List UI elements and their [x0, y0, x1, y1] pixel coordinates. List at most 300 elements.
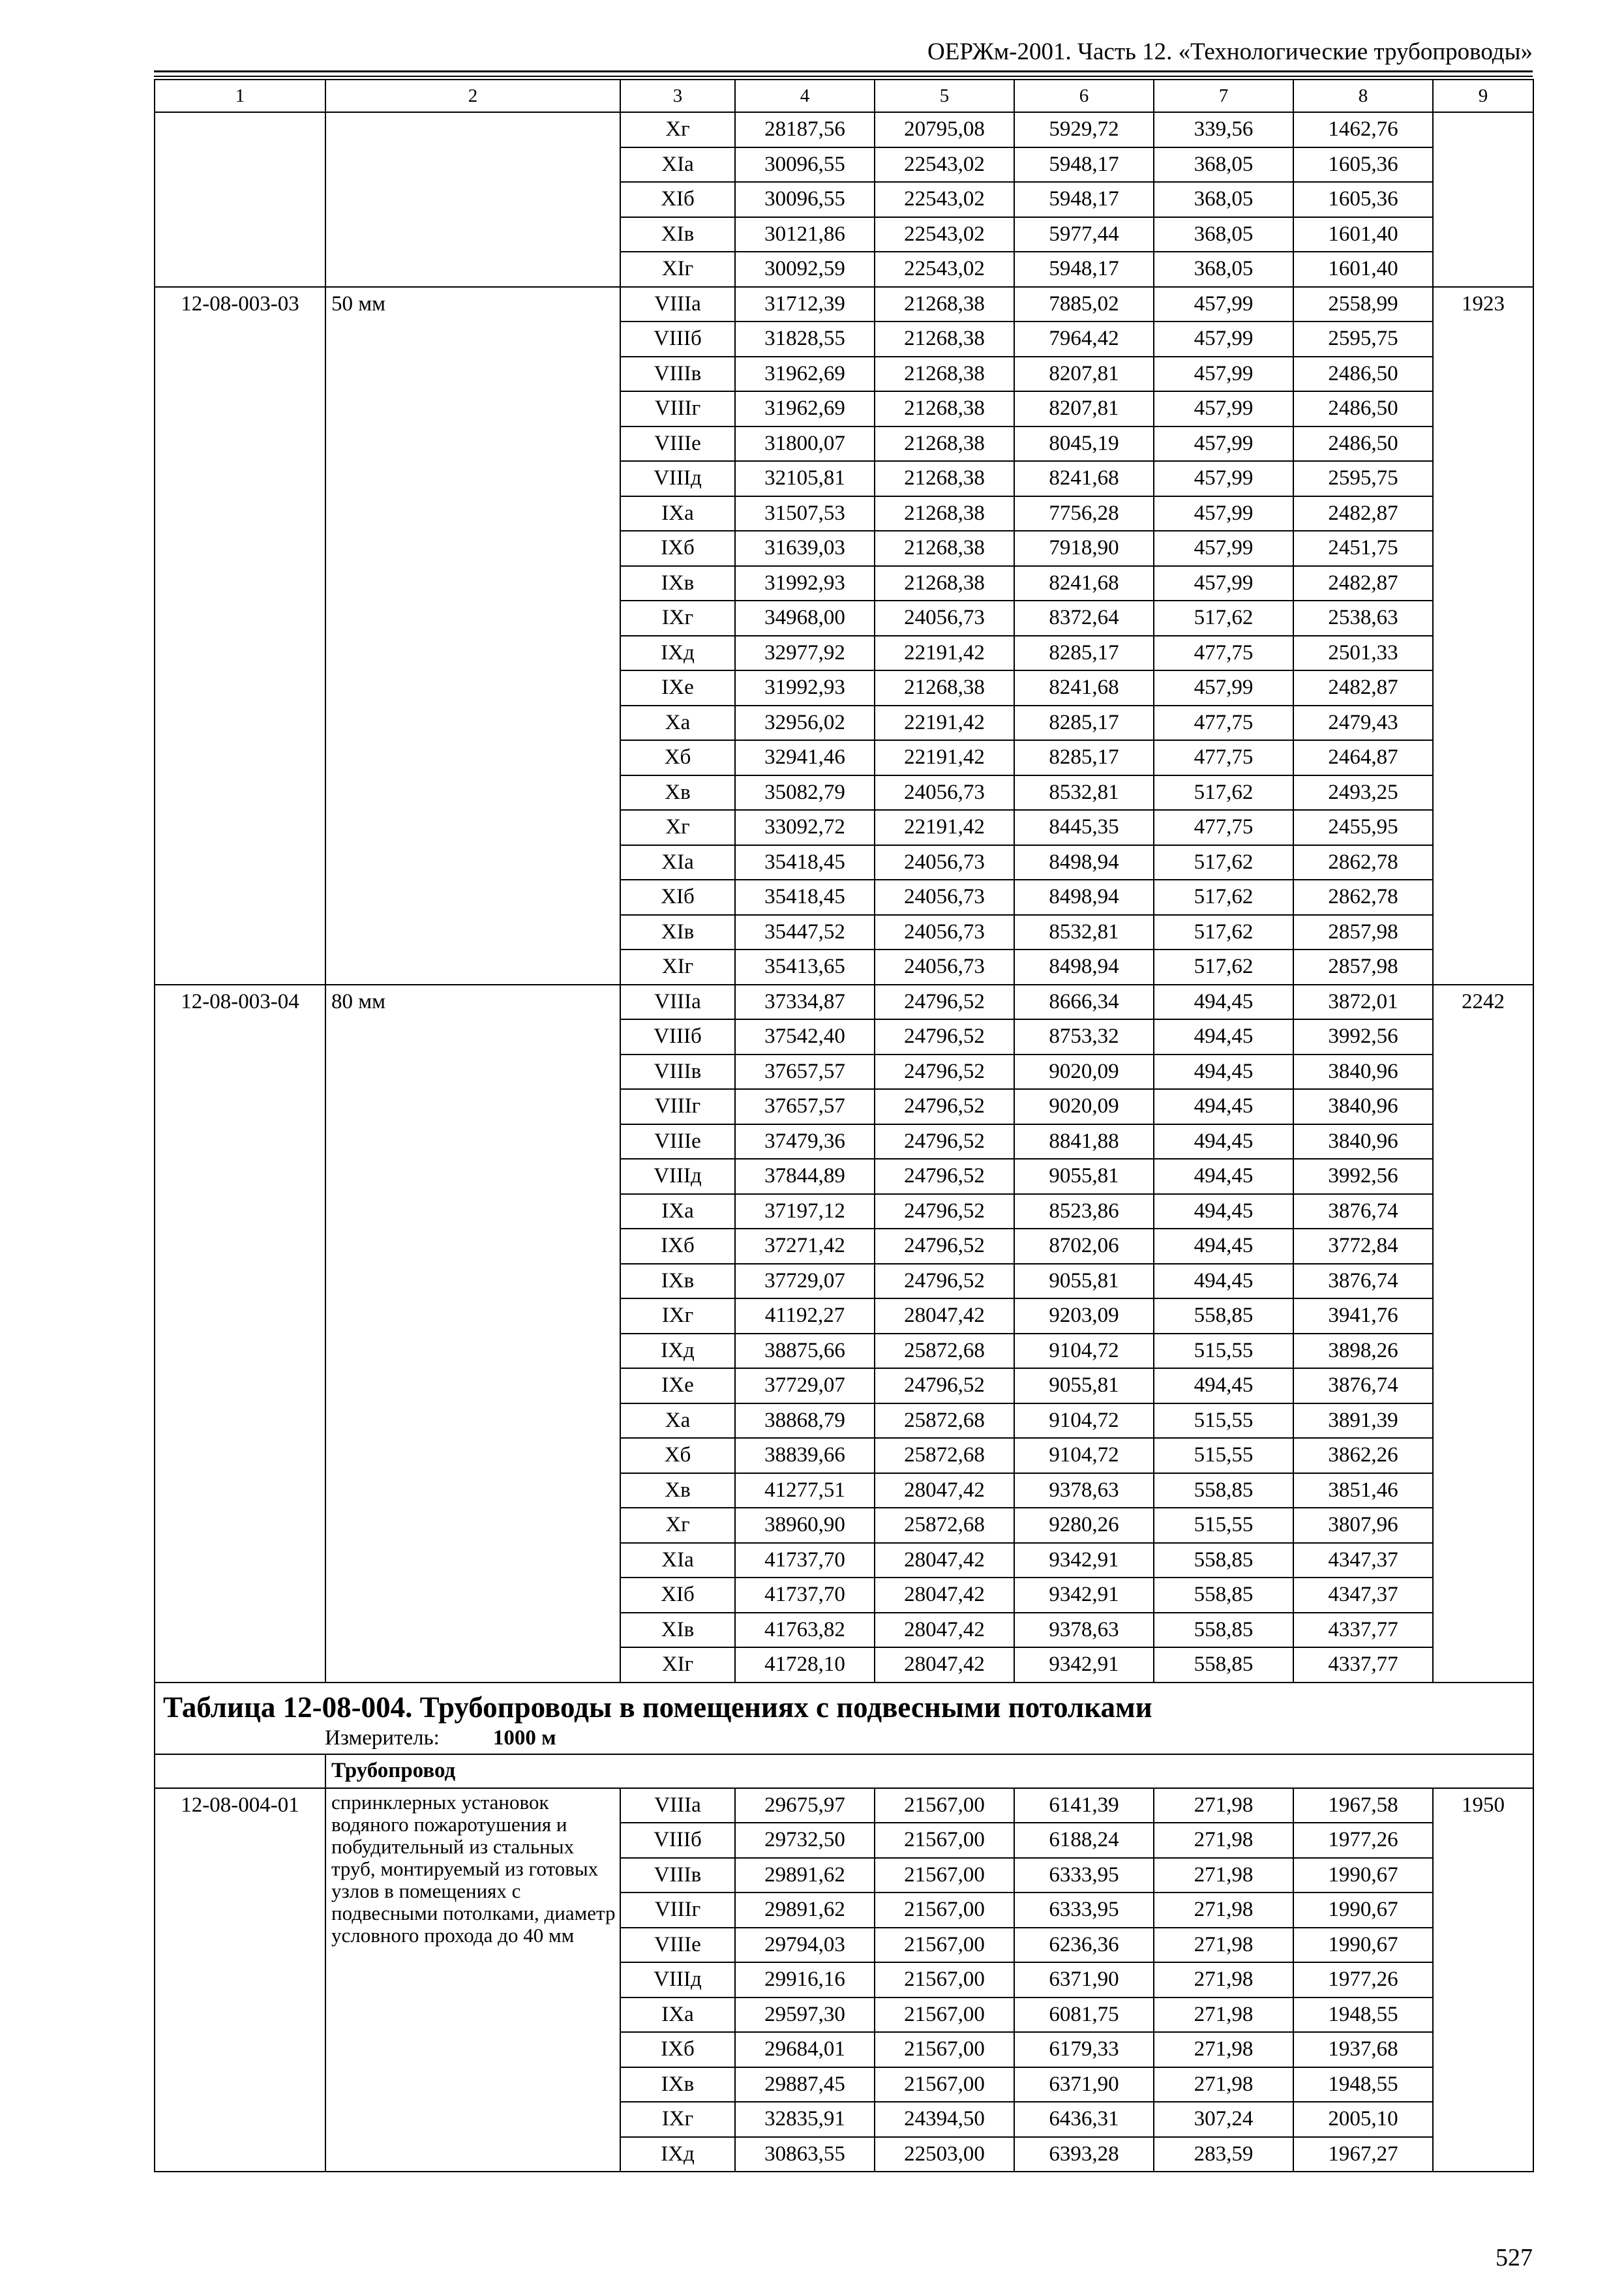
section-row: [155, 1754, 1533, 1788]
table-cell: VIIIв: [620, 1858, 735, 1893]
table-cell: 517,62: [1154, 880, 1293, 915]
table-cell: 21268,38: [875, 357, 1014, 392]
table-cell: 30096,55: [735, 182, 875, 217]
table-cell: IXг: [620, 2102, 735, 2137]
table-cell: XIб: [620, 1578, 735, 1613]
table-cell: 271,98: [1154, 1962, 1293, 1997]
table-cell: 41763,82: [735, 1613, 875, 1648]
table-cell: Xв: [620, 1473, 735, 1508]
table-cell: 1605,36: [1293, 147, 1433, 183]
table-cell: 21567,00: [875, 1893, 1014, 1928]
table-cell: 457,99: [1154, 391, 1293, 426]
column-number-cell: 6: [1014, 80, 1154, 112]
table-cell: 30863,55: [735, 2137, 875, 2172]
table-cell: 37542,40: [735, 1019, 875, 1055]
table-cell: 31712,39: [735, 287, 875, 322]
table-cell: 2482,87: [1293, 566, 1433, 601]
table-cell: VIIIд: [620, 1159, 735, 1194]
table-cell: 3772,84: [1293, 1229, 1433, 1264]
table-cell: 457,99: [1154, 322, 1293, 357]
table-cell: XIв: [620, 1613, 735, 1648]
table-cell: 22543,02: [875, 182, 1014, 217]
table-cell: 22191,42: [875, 740, 1014, 775]
table-cell: 558,85: [1154, 1473, 1293, 1508]
table-cell: 494,45: [1154, 1229, 1293, 1264]
table-cell: 24796,52: [875, 1194, 1014, 1229]
table-cell: 494,45: [1154, 985, 1293, 1020]
table-cell: Xб: [620, 1438, 735, 1473]
table-cell: 457,99: [1154, 566, 1293, 601]
table-cell: 35447,52: [735, 915, 875, 950]
table-cell: Xг: [620, 810, 735, 845]
table-cell: 271,98: [1154, 2032, 1293, 2067]
table-cell: VIIIа: [620, 1788, 735, 1823]
table-cell: 5977,44: [1014, 217, 1154, 252]
table-cell: 28047,42: [875, 1298, 1014, 1334]
table-cell: 1977,26: [1293, 1823, 1433, 1858]
table-cell: 35418,45: [735, 845, 875, 880]
rate-name: 80 мм: [325, 985, 620, 1683]
table-cell: 2862,78: [1293, 880, 1433, 915]
table-cell: 37657,57: [735, 1055, 875, 1090]
table-caption: [155, 1683, 1533, 1754]
column-number-row: [155, 80, 1533, 112]
rate-col9: 1950: [1433, 1788, 1533, 2172]
table-cell: 9055,81: [1014, 1368, 1154, 1403]
table-cell: 21268,38: [875, 566, 1014, 601]
table-cell: 271,98: [1154, 1893, 1293, 1928]
table-cell: 9104,72: [1014, 1334, 1154, 1369]
table-cell: 283,59: [1154, 2137, 1293, 2172]
table-cell: 21268,38: [875, 426, 1014, 462]
table-cell: 1948,55: [1293, 1997, 1433, 2033]
table-cell: 29597,30: [735, 1997, 875, 2033]
rate-name: [325, 1788, 620, 2172]
table-cell: 22191,42: [875, 636, 1014, 671]
table-cell: 8532,81: [1014, 915, 1154, 950]
table-cell: 368,05: [1154, 217, 1293, 252]
table-cell: 37334,87: [735, 985, 875, 1020]
table-cell: 31639,03: [735, 531, 875, 566]
table-cell: 28047,42: [875, 1613, 1014, 1648]
table-cell: 1967,58: [1293, 1788, 1433, 1823]
table-cell: 31962,69: [735, 391, 875, 426]
table-cell: 2595,75: [1293, 461, 1433, 496]
table-cell: 32941,46: [735, 740, 875, 775]
table-cell: 457,99: [1154, 670, 1293, 706]
table-cell: 37197,12: [735, 1194, 875, 1229]
table-cell: 21268,38: [875, 287, 1014, 322]
measure-line: [163, 1725, 1529, 1751]
table-cell: 9055,81: [1014, 1264, 1154, 1299]
table-cell: 41277,51: [735, 1473, 875, 1508]
table-row: [155, 112, 1533, 147]
table-cell: 8241,68: [1014, 461, 1154, 496]
table-cell: 517,62: [1154, 775, 1293, 811]
table-cell: XIг: [620, 1647, 735, 1683]
table-cell: 3992,56: [1293, 1159, 1433, 1194]
table-cell: VIIIб: [620, 1823, 735, 1858]
table-cell: 34968,00: [735, 601, 875, 636]
table-cell: 8241,68: [1014, 566, 1154, 601]
table-cell: 2857,98: [1293, 950, 1433, 985]
table-cell: IXв: [620, 1264, 735, 1299]
table-cell: IXв: [620, 2067, 735, 2102]
table-cell: VIIIб: [620, 1019, 735, 1055]
page-header-title: ОЕРЖм-2001. Часть 12. «Технологические трубопроводы»: [927, 38, 1533, 65]
table-cell: 271,98: [1154, 2067, 1293, 2102]
table-cell: 558,85: [1154, 1647, 1293, 1683]
table-cell: 3840,96: [1293, 1055, 1433, 1090]
column-number-cell: 7: [1154, 80, 1293, 112]
table-cell: 558,85: [1154, 1543, 1293, 1578]
table-cell: 37844,89: [735, 1159, 875, 1194]
table-cell: 24796,52: [875, 1055, 1014, 1090]
table-cell: 6333,95: [1014, 1858, 1154, 1893]
rates-table: [154, 79, 1534, 2172]
table-cell: 2451,75: [1293, 531, 1433, 566]
header-rule-thin: [154, 76, 1533, 77]
table-cell: 3851,46: [1293, 1473, 1433, 1508]
table-cell: 6141,39: [1014, 1788, 1154, 1823]
table-cell: 24796,52: [875, 1019, 1014, 1055]
table-cell: 1990,67: [1293, 1858, 1433, 1893]
table-cell: 21567,00: [875, 1788, 1014, 1823]
measure-value: 1000 м: [492, 1726, 556, 1750]
table-cell: 515,55: [1154, 1438, 1293, 1473]
table-cell: 9342,91: [1014, 1578, 1154, 1613]
rate-code: 12-08-003-04: [155, 985, 325, 1683]
table-cell: 9280,26: [1014, 1508, 1154, 1543]
column-number-cell: 4: [735, 80, 875, 112]
table-cell: 517,62: [1154, 845, 1293, 880]
table-cell: 494,45: [1154, 1159, 1293, 1194]
table-cell: VIIIв: [620, 357, 735, 392]
table-cell: 3876,74: [1293, 1368, 1433, 1403]
table-cell: 494,45: [1154, 1264, 1293, 1299]
page-number: 527: [1496, 2244, 1533, 2271]
table-cell: 477,75: [1154, 636, 1293, 671]
table-cell: 21268,38: [875, 322, 1014, 357]
table-cell: 28047,42: [875, 1578, 1014, 1613]
table-cell: 29887,45: [735, 2067, 875, 2102]
table-cell: 6371,90: [1014, 2067, 1154, 2102]
table-cell: 9378,63: [1014, 1613, 1154, 1648]
table-cell: 6436,31: [1014, 2102, 1154, 2137]
table-cell: 5948,17: [1014, 147, 1154, 183]
column-number-cell: 5: [875, 80, 1014, 112]
table-cell: 25872,68: [875, 1508, 1014, 1543]
table-cell: 3992,56: [1293, 1019, 1433, 1055]
table-cell: 1990,67: [1293, 1893, 1433, 1928]
table-cell: 31507,53: [735, 496, 875, 531]
column-number-cell: 9: [1433, 80, 1533, 112]
table-cell: 6333,95: [1014, 1893, 1154, 1928]
table-cell: 6188,24: [1014, 1823, 1154, 1858]
table-cell: 8498,94: [1014, 950, 1154, 985]
table-cell: 31992,93: [735, 670, 875, 706]
table-cell: 29794,03: [735, 1928, 875, 1963]
table-cell: 20795,08: [875, 112, 1014, 147]
table-cell: 494,45: [1154, 1089, 1293, 1124]
table-cell: VIIIг: [620, 1089, 735, 1124]
table-cell: VIIIб: [620, 322, 735, 357]
table-cell: 31992,93: [735, 566, 875, 601]
table-cell: 28047,42: [875, 1473, 1014, 1508]
table-cell: 38875,66: [735, 1334, 875, 1369]
table-cell: 8753,32: [1014, 1019, 1154, 1055]
table-cell: 22543,02: [875, 252, 1014, 287]
table-cell: 339,56: [1154, 112, 1293, 147]
table-cell: 2464,87: [1293, 740, 1433, 775]
table-cell: VIIIе: [620, 1928, 735, 1963]
section-label-cell: [325, 1754, 1533, 1788]
table-cell: IXб: [620, 2032, 735, 2067]
table-cell: 5948,17: [1014, 182, 1154, 217]
table-cell: 1937,68: [1293, 2032, 1433, 2067]
table-cell: 22543,02: [875, 217, 1014, 252]
measure-label: Измеритель:: [325, 1726, 440, 1750]
table-cell: 271,98: [1154, 1997, 1293, 2033]
table-cell: IXг: [620, 601, 735, 636]
table-cell: 1967,27: [1293, 2137, 1433, 2172]
table-cell: 6179,33: [1014, 2032, 1154, 2067]
section-label: Трубопровод: [331, 1758, 456, 1782]
table-cell: 1948,55: [1293, 2067, 1433, 2102]
column-number-cell: 2: [325, 80, 620, 112]
table-cell: XIв: [620, 915, 735, 950]
table-cell: 41737,70: [735, 1543, 875, 1578]
code-cell: [155, 112, 325, 287]
table-cell: IXа: [620, 496, 735, 531]
table-cell: 2595,75: [1293, 322, 1433, 357]
table-cell: 8841,88: [1014, 1124, 1154, 1159]
table-cell: VIIIе: [620, 426, 735, 462]
table-cell: 1462,76: [1293, 112, 1433, 147]
table-cell: 1605,36: [1293, 182, 1433, 217]
table-cell: 2486,50: [1293, 426, 1433, 462]
table-cell: 494,45: [1154, 1368, 1293, 1403]
rate-code: 12-08-004-01: [155, 1788, 325, 2172]
table-cell: VIIIд: [620, 461, 735, 496]
table-cell: 21567,00: [875, 2067, 1014, 2102]
table-cell: 7885,02: [1014, 287, 1154, 322]
table-cell: 8241,68: [1014, 670, 1154, 706]
table-cell: 22503,00: [875, 2137, 1014, 2172]
table-cell: IXб: [620, 1229, 735, 1264]
table-cell: 21268,38: [875, 496, 1014, 531]
table-cell: 2857,98: [1293, 915, 1433, 950]
table-cell: 8207,81: [1014, 391, 1154, 426]
rate-col9: 1923: [1433, 287, 1533, 985]
table-cell: 29891,62: [735, 1893, 875, 1928]
table-cell: 24056,73: [875, 601, 1014, 636]
table-cell: 9342,91: [1014, 1647, 1154, 1683]
table-cell: 368,05: [1154, 147, 1293, 183]
table-cell: 6236,36: [1014, 1928, 1154, 1963]
table-cell: 515,55: [1154, 1403, 1293, 1439]
table-cell: 2558,99: [1293, 287, 1433, 322]
table-cell: Xа: [620, 706, 735, 741]
table-cell: 2482,87: [1293, 496, 1433, 531]
table-cell: XIг: [620, 252, 735, 287]
table-cell: 21268,38: [875, 670, 1014, 706]
table-cell: 24796,52: [875, 1229, 1014, 1264]
rates-table-body: [155, 80, 1533, 2172]
table-cell: 8445,35: [1014, 810, 1154, 845]
table-cell: 35418,45: [735, 880, 875, 915]
table-cell: 9203,09: [1014, 1298, 1154, 1334]
table-cell: 31828,55: [735, 322, 875, 357]
rate-description: спринклерных установок водяного пожаротушения и побудительный из стальных труб, монтируемый из готовых узлов в помещениях с подвесными потолками, диаметр условного прохода до 40 мм: [331, 1790, 616, 1947]
table-cell: IXа: [620, 1997, 735, 2033]
table-cell: 515,55: [1154, 1508, 1293, 1543]
table-cell: 494,45: [1154, 1055, 1293, 1090]
table-cell: 21567,00: [875, 1858, 1014, 1893]
table-cell: 21567,00: [875, 1823, 1014, 1858]
table-cell: 1601,40: [1293, 252, 1433, 287]
table-cell: Xв: [620, 775, 735, 811]
table-cell: 24056,73: [875, 880, 1014, 915]
table-cell: VIIIа: [620, 287, 735, 322]
table-cell: 21268,38: [875, 461, 1014, 496]
table-cell: 24056,73: [875, 950, 1014, 985]
table-cell: 33092,72: [735, 810, 875, 845]
table-cell: 8207,81: [1014, 357, 1154, 392]
table-cell: 3898,26: [1293, 1334, 1433, 1369]
table-cell: 35413,65: [735, 950, 875, 985]
table-cell: 9020,09: [1014, 1055, 1154, 1090]
table-cell: Xг: [620, 112, 735, 147]
table-cell: 494,45: [1154, 1019, 1293, 1055]
table-cell: 2005,10: [1293, 2102, 1433, 2137]
table-cell: 558,85: [1154, 1578, 1293, 1613]
table-cell: 24394,50: [875, 2102, 1014, 2137]
table-cell: 2455,95: [1293, 810, 1433, 845]
table-cell: 41728,10: [735, 1647, 875, 1683]
table-cell: 1990,67: [1293, 1928, 1433, 1963]
table-cell: 21268,38: [875, 391, 1014, 426]
table-cell: 271,98: [1154, 1858, 1293, 1893]
table-cell: 37729,07: [735, 1368, 875, 1403]
table-cell: 29732,50: [735, 1823, 875, 1858]
table-cell: XIа: [620, 147, 735, 183]
table-cell: 271,98: [1154, 1788, 1293, 1823]
table-cell: 9378,63: [1014, 1473, 1154, 1508]
table-cell: 9020,09: [1014, 1089, 1154, 1124]
table-cell: 368,05: [1154, 252, 1293, 287]
table-cell: XIа: [620, 845, 735, 880]
table-cell: 31800,07: [735, 426, 875, 462]
table-cell: IXа: [620, 1194, 735, 1229]
table-cell: 24056,73: [875, 775, 1014, 811]
header-rule: [154, 70, 1533, 72]
table-cell: 38868,79: [735, 1403, 875, 1439]
table-cell: 3872,01: [1293, 985, 1433, 1020]
table-row: [155, 287, 1533, 322]
section-empty: [155, 1754, 325, 1788]
table-cell: 21567,00: [875, 2032, 1014, 2067]
table-cell: 24796,52: [875, 1089, 1014, 1124]
table-cell: 3941,76: [1293, 1298, 1433, 1334]
table-cell: 494,45: [1154, 1124, 1293, 1159]
table-cell: 477,75: [1154, 706, 1293, 741]
table-cell: VIIIе: [620, 1124, 735, 1159]
table-cell: 24796,52: [875, 1368, 1014, 1403]
table-cell: 457,99: [1154, 496, 1293, 531]
table-cell: 9055,81: [1014, 1159, 1154, 1194]
table-cell: 2501,33: [1293, 636, 1433, 671]
table-cell: IXв: [620, 566, 735, 601]
table-cell: 8498,94: [1014, 880, 1154, 915]
table-cell: 4337,77: [1293, 1613, 1433, 1648]
table-cell: 3876,74: [1293, 1194, 1433, 1229]
table-cell: 24796,52: [875, 1124, 1014, 1159]
table-row: [155, 1788, 1533, 1823]
table-cell: 477,75: [1154, 740, 1293, 775]
table-cell: 30096,55: [735, 147, 875, 183]
table-cell: 25872,68: [875, 1334, 1014, 1369]
table-cell: 30092,59: [735, 252, 875, 287]
table-cell: 8285,17: [1014, 706, 1154, 741]
table-cell: 6081,75: [1014, 1997, 1154, 2033]
table-title: Таблица 12-08-004. Трубопроводы в помещениях с подвесными потолками: [163, 1690, 1152, 1724]
table-cell: 5929,72: [1014, 112, 1154, 147]
table-cell: IXг: [620, 1298, 735, 1334]
table-cell: 24796,52: [875, 985, 1014, 1020]
table-cell: 457,99: [1154, 531, 1293, 566]
table-cell: 271,98: [1154, 1823, 1293, 1858]
table-cell: 3891,39: [1293, 1403, 1433, 1439]
table-cell: 517,62: [1154, 950, 1293, 985]
table-cell: 37479,36: [735, 1124, 875, 1159]
table-cell: 558,85: [1154, 1613, 1293, 1648]
table-cell: 21567,00: [875, 1962, 1014, 1997]
table-cell: 2862,78: [1293, 845, 1433, 880]
table-cell: 8045,19: [1014, 426, 1154, 462]
table-cell: 32956,02: [735, 706, 875, 741]
table-cell: 4347,37: [1293, 1543, 1433, 1578]
table-cell: 8285,17: [1014, 740, 1154, 775]
table-cell: 1601,40: [1293, 217, 1433, 252]
table-cell: IXб: [620, 531, 735, 566]
table-cell: 8532,81: [1014, 775, 1154, 811]
table-cell: IXд: [620, 636, 735, 671]
table-cell: 32977,92: [735, 636, 875, 671]
table-cell: 368,05: [1154, 182, 1293, 217]
table-cell: XIб: [620, 182, 735, 217]
name-cell: [325, 112, 620, 287]
table-cell: 2479,43: [1293, 706, 1433, 741]
table-cell: 8285,17: [1014, 636, 1154, 671]
table-cell: 41192,27: [735, 1298, 875, 1334]
table-cell: IXд: [620, 1334, 735, 1369]
table-cell: 517,62: [1154, 915, 1293, 950]
table-cell: 494,45: [1154, 1194, 1293, 1229]
table-cell: 4337,77: [1293, 1647, 1433, 1683]
table-cell: VIIIг: [620, 391, 735, 426]
table-cell: 22191,42: [875, 706, 1014, 741]
rate-col9: 2242: [1433, 985, 1533, 1683]
table-cell: 3862,26: [1293, 1438, 1433, 1473]
table-cell: 32105,81: [735, 461, 875, 496]
table-cell: 24056,73: [875, 915, 1014, 950]
table-cell: 5948,17: [1014, 252, 1154, 287]
table-cell: 37657,57: [735, 1089, 875, 1124]
table-cell: 28047,42: [875, 1543, 1014, 1578]
table-cell: XIб: [620, 880, 735, 915]
table-cell: 37271,42: [735, 1229, 875, 1264]
